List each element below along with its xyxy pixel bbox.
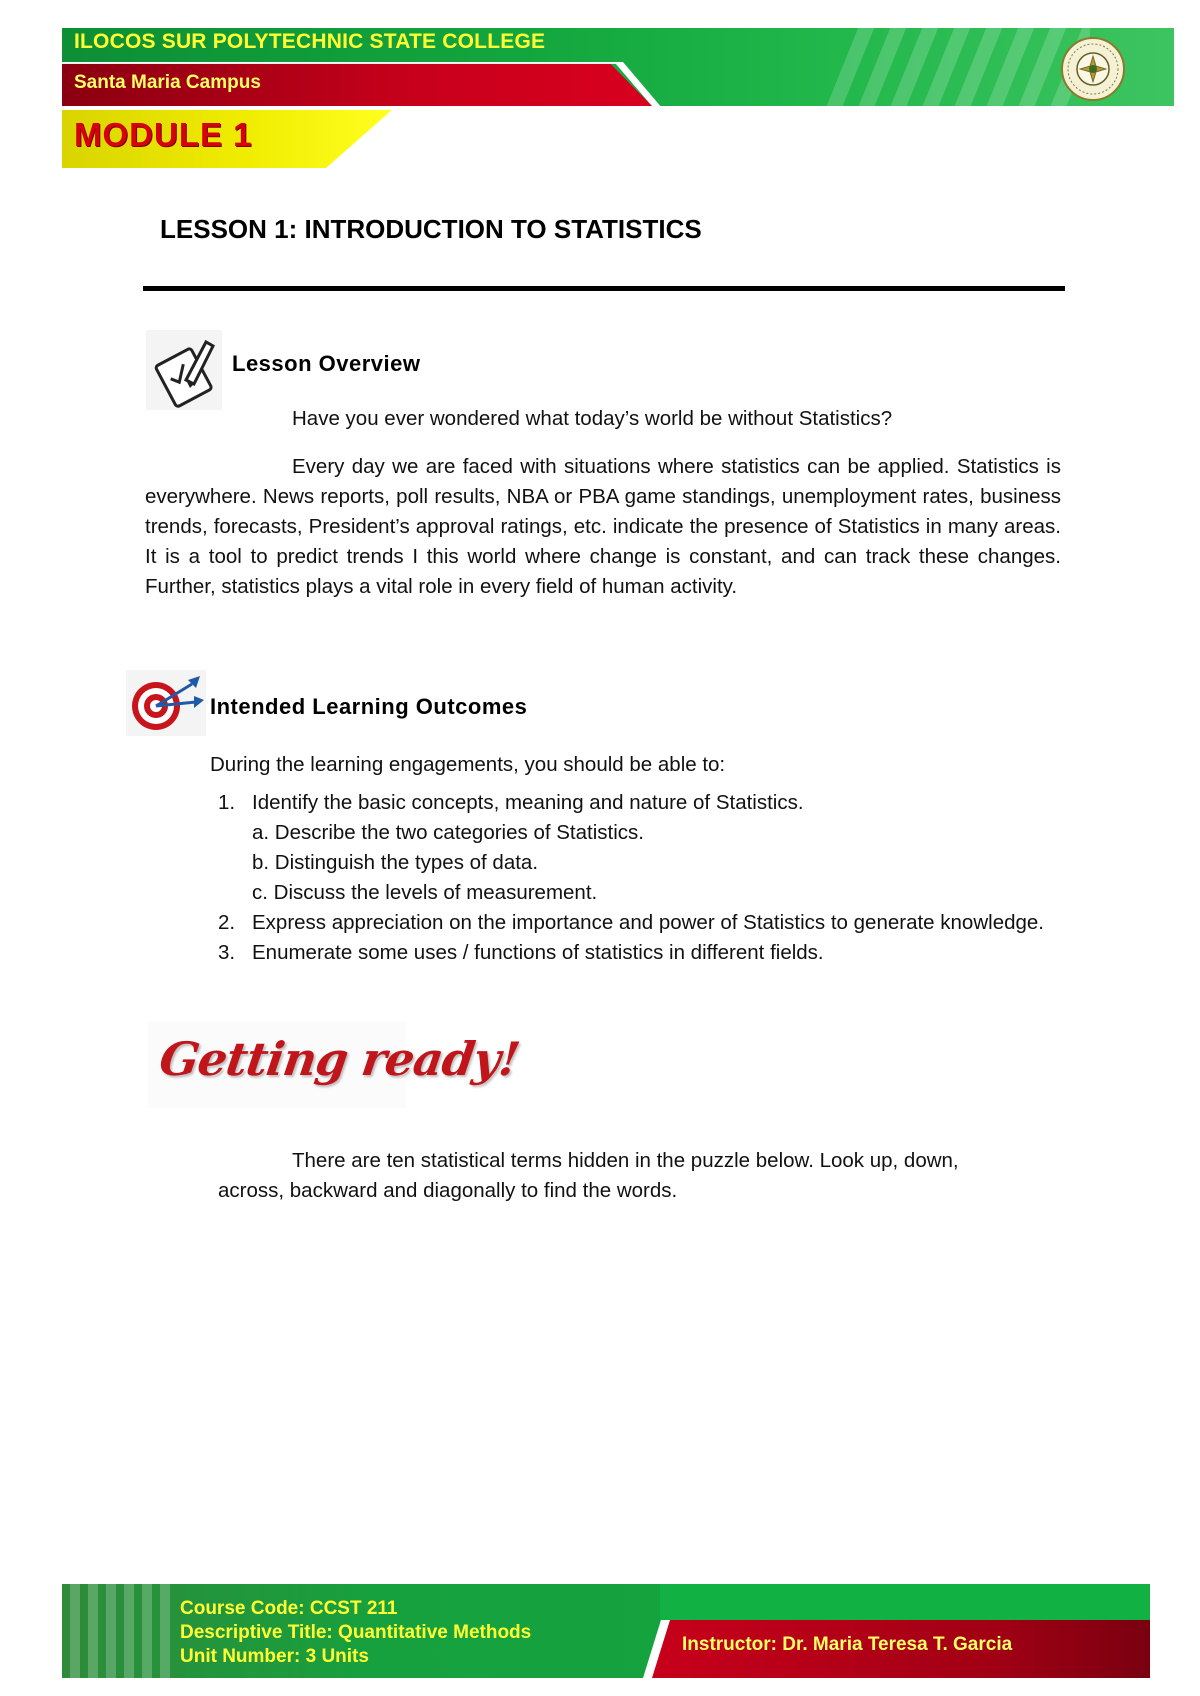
- footer-green-strip: [660, 1584, 1150, 1620]
- list-item-text: b. Distinguish the types of data.: [252, 851, 539, 874]
- lesson-overview-heading: Lesson Overview: [232, 351, 421, 376]
- list-item-text: a. Describe the two categories of Statistics.: [252, 821, 644, 844]
- lesson-title: LESSON 1: INTRODUCTION TO STATISTICS: [160, 214, 702, 244]
- list-item: [218, 818, 1118, 848]
- list-item-text: c. Discuss the levels of measurement.: [252, 881, 598, 904]
- learning-outcomes-heading: Intended Learning Outcomes: [210, 694, 528, 719]
- instructor-name: Instructor: Dr. Maria Teresa T. Garcia: [682, 1634, 1013, 1655]
- list-item: [218, 878, 1118, 908]
- list-item: [218, 848, 1118, 878]
- header-stripes: [820, 28, 1090, 106]
- college-seal-icon: [1060, 36, 1126, 102]
- pencil-checklist-icon: [146, 330, 222, 410]
- learning-outcomes-intro: During the learning engagements, you should be able to:: [210, 753, 726, 776]
- list-item-text: Enumerate some uses / functions of statistics in different fields.: [252, 941, 824, 964]
- list-item: [218, 788, 1118, 818]
- list-item-number: 2.: [218, 911, 236, 934]
- descriptive-title: Descriptive Title: Quantitative Methods: [180, 1622, 532, 1643]
- target-darts-icon: [126, 670, 206, 736]
- getting-ready-paragraph: There are ten statistical terms hidden in the puzzle below. Look up, down, across, backward and diagonally to find the words.: [218, 1149, 959, 1202]
- course-code: Course Code: CCST 211: [180, 1598, 398, 1619]
- list-item: [218, 908, 1118, 938]
- list-item-text: Identify the basic concepts, meaning and nature of Statistics.: [252, 791, 804, 814]
- unit-number: Unit Number: 3 Units: [180, 1646, 369, 1667]
- footer-stripes: [62, 1584, 182, 1678]
- overview-question: Have you ever wondered what today’s world be without Statistics?: [292, 407, 893, 430]
- overview-paragraph: Every day we are faced with situations where statistics can be applied. Statistics is everywhere. News reports, poll results, NBA or PBA game standings, unemployment rates, business trends, forecasts, President’s approval ratings, etc. indicate the presence of Statistics in many areas. It is a tool to predict trends I this world where change is constant, and can track these changes. Further, statistics plays a vital role in every field of human activity.: [145, 455, 1061, 598]
- list-item-number: 1.: [218, 791, 236, 814]
- school-name: ILOCOS SUR POLYTECHNIC STATE COLLEGE: [74, 30, 546, 53]
- list-item-number: 3.: [218, 941, 236, 964]
- lesson-divider: [143, 286, 1065, 291]
- module-title: MODULE 1: [74, 116, 253, 153]
- list-item: [218, 938, 1118, 968]
- campus-name: Santa Maria Campus: [74, 72, 261, 93]
- list-item-text: Express appreciation on the importance and power of Statistics to generate knowledge.: [252, 911, 1044, 934]
- getting-ready-title: Getting ready!: [156, 1032, 523, 1086]
